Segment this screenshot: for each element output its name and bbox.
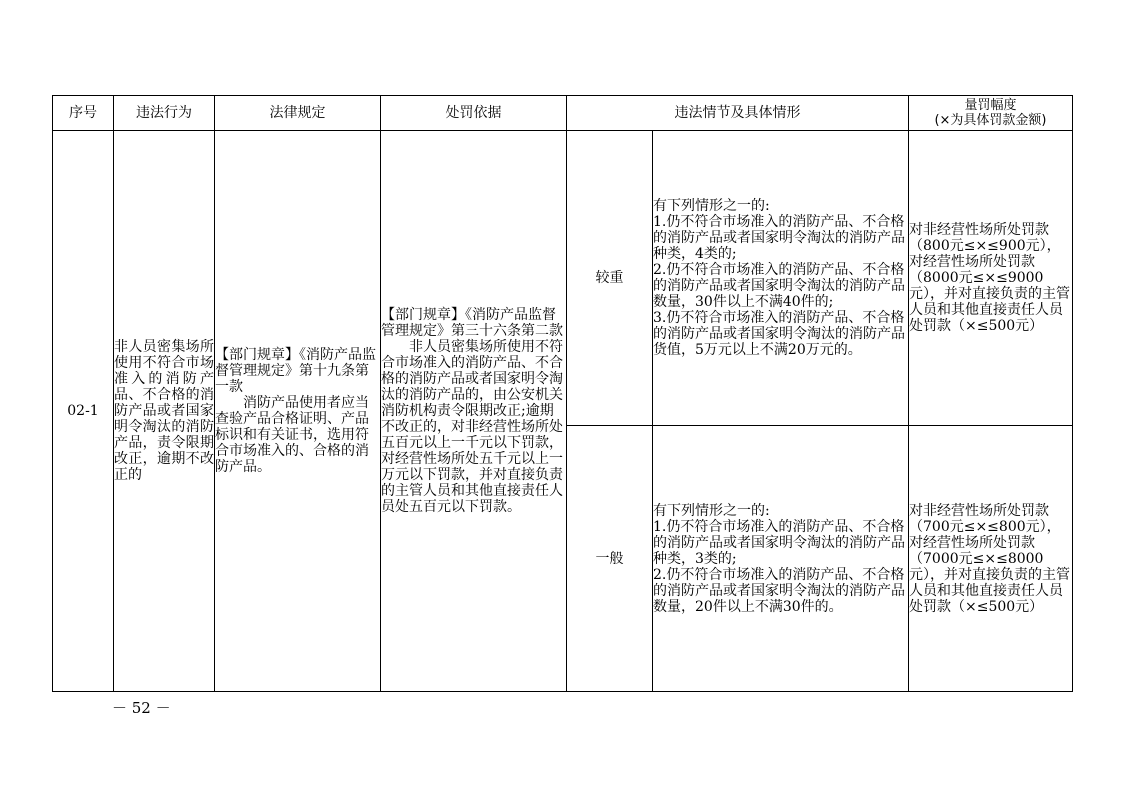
header-act: 违法行为 (114, 96, 215, 131)
detail-severe-intro: 有下列情形之一的: (653, 198, 770, 214)
basis-text: 非人员密集场所使用不符合市场准入的消防产品、不合格的消防产品或者国家明令淘汰的消防产品的，由公安机关消防机构责令限期改正;逾期不改正的，对非经营性场所处五百元以上一千元以下罚款，对经营性场所处五千元以上一万元以下罚款，并对直接负责的主管人员和其他直接责任人员处五百元以下罚款。 (381, 339, 563, 515)
detail-severe (653, 131, 909, 426)
level-general: 一般 (567, 426, 653, 692)
header-penalty-line2: (×为具体罚款金额) (934, 113, 1047, 128)
detail-severe-item-3: 3.仍不符合市场准入的消防产品、不合格的消防产品或者国家明令淘汰的消防产品货值，5万元以上不满20万元的。 (653, 310, 905, 358)
penalty-severe: 对非经营性场所处罚款（800元≤×≤900元），对经营性场所处罚款（8000元≤×≤9000元），并对直接负责的主管人员和其他直接责任人员处罚款（×≤500元） (909, 131, 1073, 426)
law-title: 【部门规章】《消防产品监督管理规定》第十九条第一款 (215, 347, 376, 395)
row-basis (381, 131, 567, 692)
detail-general-intro: 有下列情形之一的: (653, 502, 770, 519)
header-detail: 违法情节及具体情形 (567, 96, 909, 131)
row-act: 非人员密集场所使用不符合市场准入的消防产品、不合格的消防产品或者国家明令淘汰的消防产品，责令限期改正，逾期不改正的 (114, 131, 215, 692)
table-row (53, 131, 1073, 426)
basis-title: 【部门规章】《消防产品监督管理规定》第三十六条第二款 (381, 307, 563, 339)
detail-general-item-1: 1.仍不符合市场准入的消防产品、不合格的消防产品或者国家明令淘汰的消防产品种类，3类的; (653, 518, 905, 567)
header-row (53, 96, 1073, 131)
row-law (215, 131, 381, 692)
header-basis: 处罚依据 (381, 96, 567, 131)
page-number: － 52 － (112, 699, 171, 717)
header-penalty (909, 96, 1073, 131)
detail-general-item-2: 2.仍不符合市场准入的消防产品、不合格的消防产品或者国家明令淘汰的消防产品数量，20件以上不满30件的。 (653, 566, 905, 615)
detail-severe-item-1: 1.仍不符合市场准入的消防产品、不合格的消防产品或者国家明令淘汰的消防产品种类，4类的; (653, 214, 905, 262)
header-seq: 序号 (53, 96, 114, 131)
header-law: 法律规定 (215, 96, 381, 131)
detail-severe-item-2: 2.仍不符合市场准入的消防产品、不合格的消防产品或者国家明令淘汰的消防产品数量，30件以上不满40件的; (653, 262, 905, 310)
level-severe: 较重 (567, 131, 653, 426)
row-seq: 02-1 (53, 131, 114, 692)
detail-general (653, 426, 909, 692)
header-penalty-line1: 量罚幅度 (964, 98, 1017, 113)
law-text: 消防产品使用者应当查验产品合格证明、产品标识和有关证书，选用符合市场准入的、合格的消防产品。 (215, 395, 369, 475)
penalty-table (52, 95, 1073, 692)
penalty-general: 对非经营性场所处罚款（700元≤×≤800元），对经营性场所处罚款（7000元≤×≤8000元），并对直接负责的主管人员和其他直接责任人员处罚款（×≤500元） (909, 426, 1073, 692)
